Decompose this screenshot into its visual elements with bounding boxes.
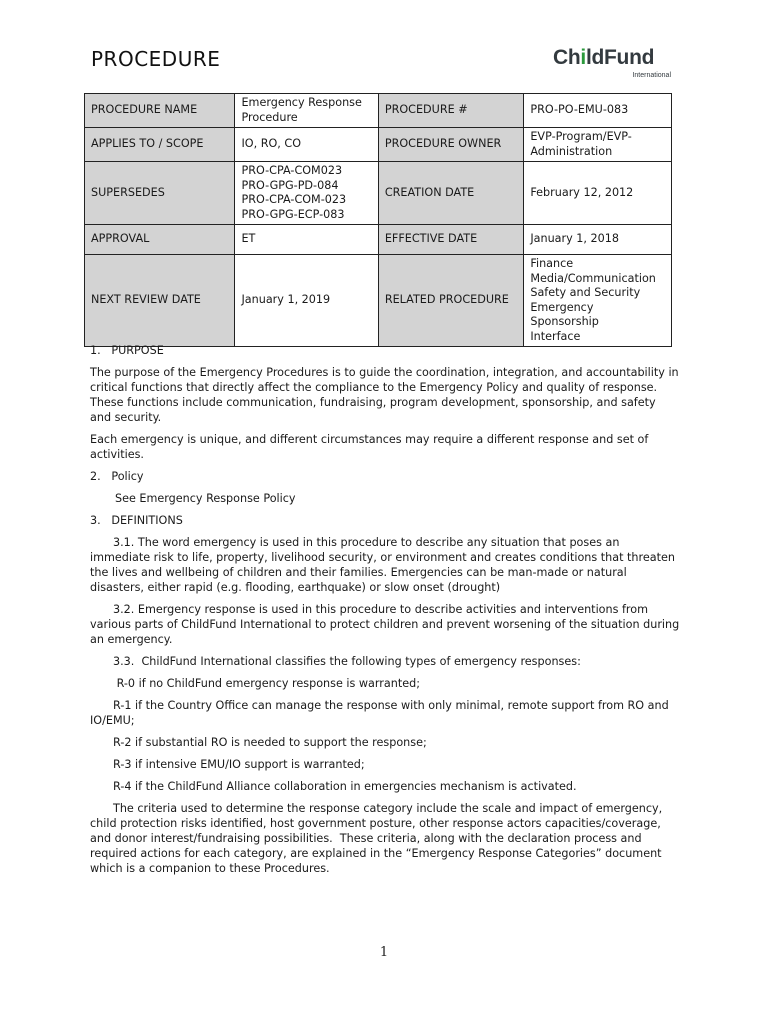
table-row: [85, 255, 672, 347]
approval-label: APPROVAL: [85, 225, 235, 255]
page-title: PROCEDURE: [91, 47, 221, 71]
purpose-paragraph-2: Each emergency is unique, and different circumstances may require a different response and set of activities.: [90, 433, 649, 461]
definition-3-3: 3.3. ChildFund International classifies the following types of emergency responses:: [113, 655, 581, 668]
policy-text: See Emergency Response Policy: [115, 492, 296, 505]
scope-label: APPLIES TO / SCOPE: [85, 128, 235, 162]
related-procedure-value: Finance Media/Communication Safety and Security Emergency Sponsorship Interface: [524, 255, 672, 347]
response-r0: R-0 if no ChildFund emergency response is warranted;: [113, 677, 420, 690]
logo-wordmark: ChildFund: [553, 46, 655, 69]
procedure-info-table: [84, 93, 672, 347]
response-r3: R-3 if intensive EMU/IO support is warranted;: [113, 758, 365, 771]
supersedes-value: PRO-CPA-COM023 PRO-GPG-PD-084 PRO-CPA-COM-023 PRO-GPG-ECP-083: [235, 162, 378, 225]
creation-date-value: February 12, 2012: [524, 162, 672, 225]
definitions-heading: 3. DEFINITIONS: [90, 514, 183, 527]
definition-3-1: 3.1. The word emergency is used in this procedure to describe any situation that poses an immediate risk to life, property, livelihood security, or environment and creates conditions that threaten the lives and wellbeing of children and their families. Emergencies can be man-made or natural disasters, either rapid (e.g. flooding, earthquake) or slow onset (drought): [90, 536, 675, 594]
page-number: 1: [379, 945, 389, 960]
approval-value: ET: [235, 225, 378, 255]
definition-3-2: 3.2. Emergency response is used in this procedure to describe activities and interventions from various parts of ChildFund International to protect children and prevent worsening of the situation during an emergency.: [90, 603, 680, 646]
creation-date-label: CREATION DATE: [378, 162, 524, 225]
purpose-paragraph: The purpose of the Emergency Procedures is to guide the coordination, integration, and accountability in critical functions that directly affect the compliance to the Emergency Policy and quality of response. These functions include communication, fundraising, program development, sponsorship, and safety and security.: [90, 366, 679, 424]
procedure-name-value: Emergency Response Procedure: [235, 94, 378, 128]
purpose-heading: 1. PURPOSE: [90, 344, 164, 357]
policy-heading: 2. Policy: [90, 470, 144, 483]
supersedes-label: SUPERSEDES: [85, 162, 235, 225]
document-body: [90, 343, 680, 883]
procedure-owner-value: EVP-Program/EVP- Administration: [524, 128, 672, 162]
related-procedure-label: RELATED PROCEDURE: [378, 255, 524, 347]
effective-date-label: EFFECTIVE DATE: [378, 225, 524, 255]
table-row: [85, 162, 672, 225]
procedure-number-value: PRO-PO-EMU-083: [524, 94, 672, 128]
response-r4: R-4 if the ChildFund Alliance collaboration in emergencies mechanism is activated.: [113, 780, 577, 793]
next-review-date-label: NEXT REVIEW DATE: [85, 255, 235, 347]
criteria-paragraph: The criteria used to determine the response category include the scale and impact of emergency, child protection risks identified, host government posture, other response actors capacities/coverage, and donor interest/fundraising possibilities. These criteria, along with the declaration process and required actions for each category, are explained in the “Emergency Response Categories” document which is a companion to these Procedures.: [90, 802, 666, 875]
table-row: [85, 94, 672, 128]
logo-subtitle: International: [632, 72, 671, 79]
next-review-date-value: January 1, 2019: [235, 255, 378, 347]
procedure-owner-label: PROCEDURE OWNER: [378, 128, 524, 162]
procedure-number-label: PROCEDURE #: [378, 94, 524, 128]
logo-figure-icon: i: [580, 46, 586, 69]
procedure-name-label: PROCEDURE NAME: [85, 94, 235, 128]
childfund-logo: [553, 46, 675, 86]
effective-date-value: January 1, 2018: [524, 225, 672, 255]
response-r1: R-1 if the Country Office can manage the response with only minimal, remote support from RO and IO/EMU;: [90, 699, 669, 727]
response-r2: R-2 if substantial RO is needed to support the response;: [113, 736, 427, 749]
scope-value: IO, RO, CO: [235, 128, 378, 162]
table-row: [85, 128, 672, 162]
table-row: [85, 225, 672, 255]
